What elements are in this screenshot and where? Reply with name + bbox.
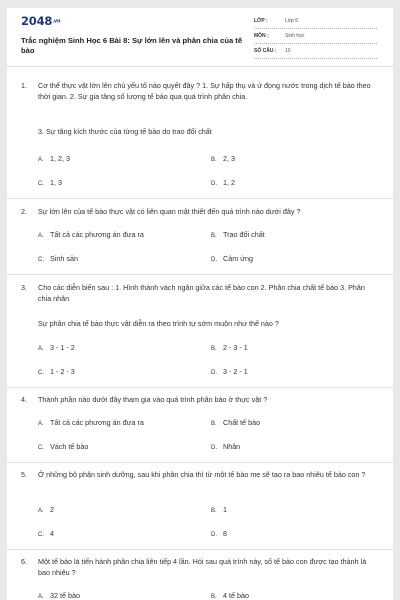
question-number: 3. [21,283,27,292]
option-a[interactable]: A. 1, 2, 3 [38,154,70,163]
question-separator [7,198,393,199]
option-b[interactable]: B. Chất tế bào [211,418,261,427]
meta-class [254,15,377,29]
question-text: Thành phần nào dưới đây tham gia vào quá trình phân bào ở thực vật ? [38,395,268,404]
question-text: Ở những bộ phận sinh dưỡng, sau khi phân chia thì từ một tế bào mẹ sẽ tạo ra bao nhiêu tế bào con ? [38,470,366,479]
meta-value: 10 [285,48,291,54]
question-text-extra: Sự phân chia tế bào thực vật diễn ra theo trình tự sớm muộn như thế nào ? [38,319,279,328]
meta-key: SỐ CÂU : [254,48,277,54]
site-logo[interactable]: 2048.vn [21,14,61,28]
option-c[interactable]: C. 1 - 2 - 3 [38,367,75,376]
option-a[interactable]: A. 3 - 1 - 2 [38,343,75,352]
option-d[interactable]: D. Nhân [211,442,241,451]
option-c[interactable]: C. Vách tế bào [38,442,89,451]
option-c[interactable]: C. 4 [38,529,54,538]
meta-key: MÔN : [254,33,269,39]
question-separator [7,387,393,388]
question-separator [7,274,393,275]
question-text: Một tế bào lá tiến hành phân chia liên tiếp 4 lần. Hỏi sau quá trình này, số tế bào con được tạo thành là bao nhiêu ? [38,557,367,577]
meta-value: Lớp 6 [285,18,299,24]
header-divider [7,66,393,67]
option-b[interactable]: B. 4 tế bào [211,591,249,600]
option-a[interactable]: A. Tất cả các phương án đưa ra [38,230,144,239]
question-number: 4. [21,395,27,404]
option-b[interactable]: B. Trao đổi chất [211,230,265,239]
question-number: 2. [21,207,27,216]
option-a[interactable]: A. 32 tế bào [38,591,80,600]
question-text: Cơ thể thực vật lớn lên chủ yếu tố nào quyết đây ? 1. Sự hấp thụ và ứ đọng nước trong dịch tế bào theo thời gian. 2. Sự gia tăng số lượng tế bào qua quá trình phân chia. [38,81,371,101]
meta-count [254,45,377,59]
option-c[interactable]: C. Sinh sản [38,254,78,263]
question-text: Cho các diễn biến sau : 1. Hình thành vách ngăn giữa các tế bào con 2. Phân chia chất tế bào 3. Phân chia nhân [38,283,365,303]
question-number: 6. [21,557,27,566]
option-b[interactable]: B. 1 [211,505,227,514]
meta-subject [254,30,377,44]
option-b[interactable]: B. 2 - 3 - 1 [211,343,248,352]
option-d[interactable]: D. 1, 2 [211,178,235,187]
question-separator [7,462,393,463]
option-a[interactable]: A. Tất cả các phương án đưa ra [38,418,144,427]
logo-suffix: .vn [52,18,61,25]
option-d[interactable]: D. 8 [211,529,227,538]
question-number: 1. [21,81,27,90]
option-c[interactable]: C. 1, 3 [38,178,62,187]
worksheet-title: Trắc nghiệm Sinh Học 6 Bài 8: Sự lớn lên và phân chia của tế bào [21,36,243,55]
question-text-extra: 3. Sự tăng kích thước của từng tế bào do trao đổi chất [38,127,212,136]
worksheet-header [7,8,393,66]
option-a[interactable]: A. 2 [38,505,54,514]
option-d[interactable]: D. Cảm ứng [211,254,253,263]
worksheet-page [7,8,393,600]
question-separator [7,549,393,550]
option-d[interactable]: D. 3 - 2 - 1 [211,367,248,376]
question-number: 5. [21,470,27,479]
meta-key: LỚP : [254,18,268,24]
meta-value: Sinh học [285,33,305,39]
question-text: Sự lớn lên của tế bào thực vật có liên quan mật thiết đến quá trình nào dưới đây ? [38,207,301,216]
option-b[interactable]: B. 2, 3 [211,154,235,163]
